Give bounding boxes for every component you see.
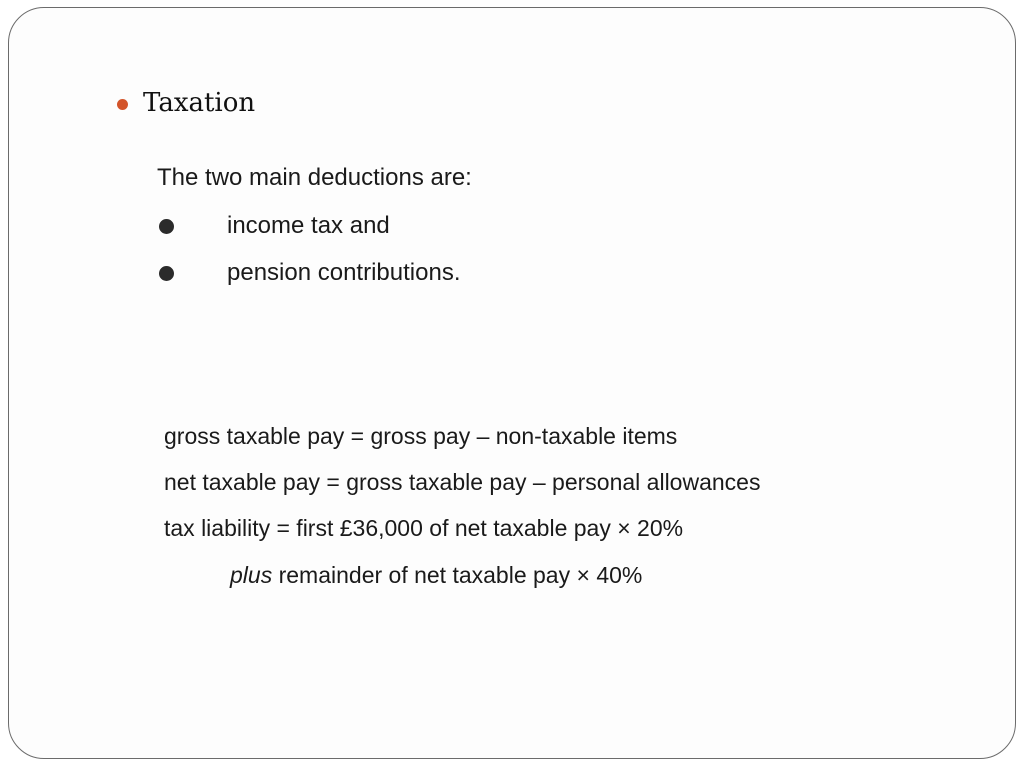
heading-bullet-row — [117, 90, 255, 116]
bullet-icon — [159, 219, 174, 234]
slide — [8, 7, 1016, 759]
formula-net-taxable-pay: net taxable pay = gross taxable pay – personal allowances — [164, 469, 761, 495]
formula-tax-liability: tax liability = first £36,000 of net taxable pay × 20% — [164, 515, 684, 541]
formula-gross-taxable-pay: gross taxable pay = gross pay – non-taxable items — [164, 423, 678, 449]
slide-heading: Taxation — [143, 88, 256, 118]
bullet-icon — [159, 266, 174, 281]
remainder-text: remainder of net taxable pay × 40% — [272, 562, 643, 588]
deductions-intro: The two main deductions are: — [157, 164, 472, 191]
bullet-icon — [117, 99, 128, 110]
deduction-item — [157, 214, 390, 238]
deduction-item — [157, 261, 460, 285]
deduction-label: pension contributions. — [227, 259, 461, 286]
plus-word: plus — [230, 562, 273, 588]
formula-remainder — [230, 564, 642, 587]
deduction-label: income tax and — [227, 212, 390, 239]
